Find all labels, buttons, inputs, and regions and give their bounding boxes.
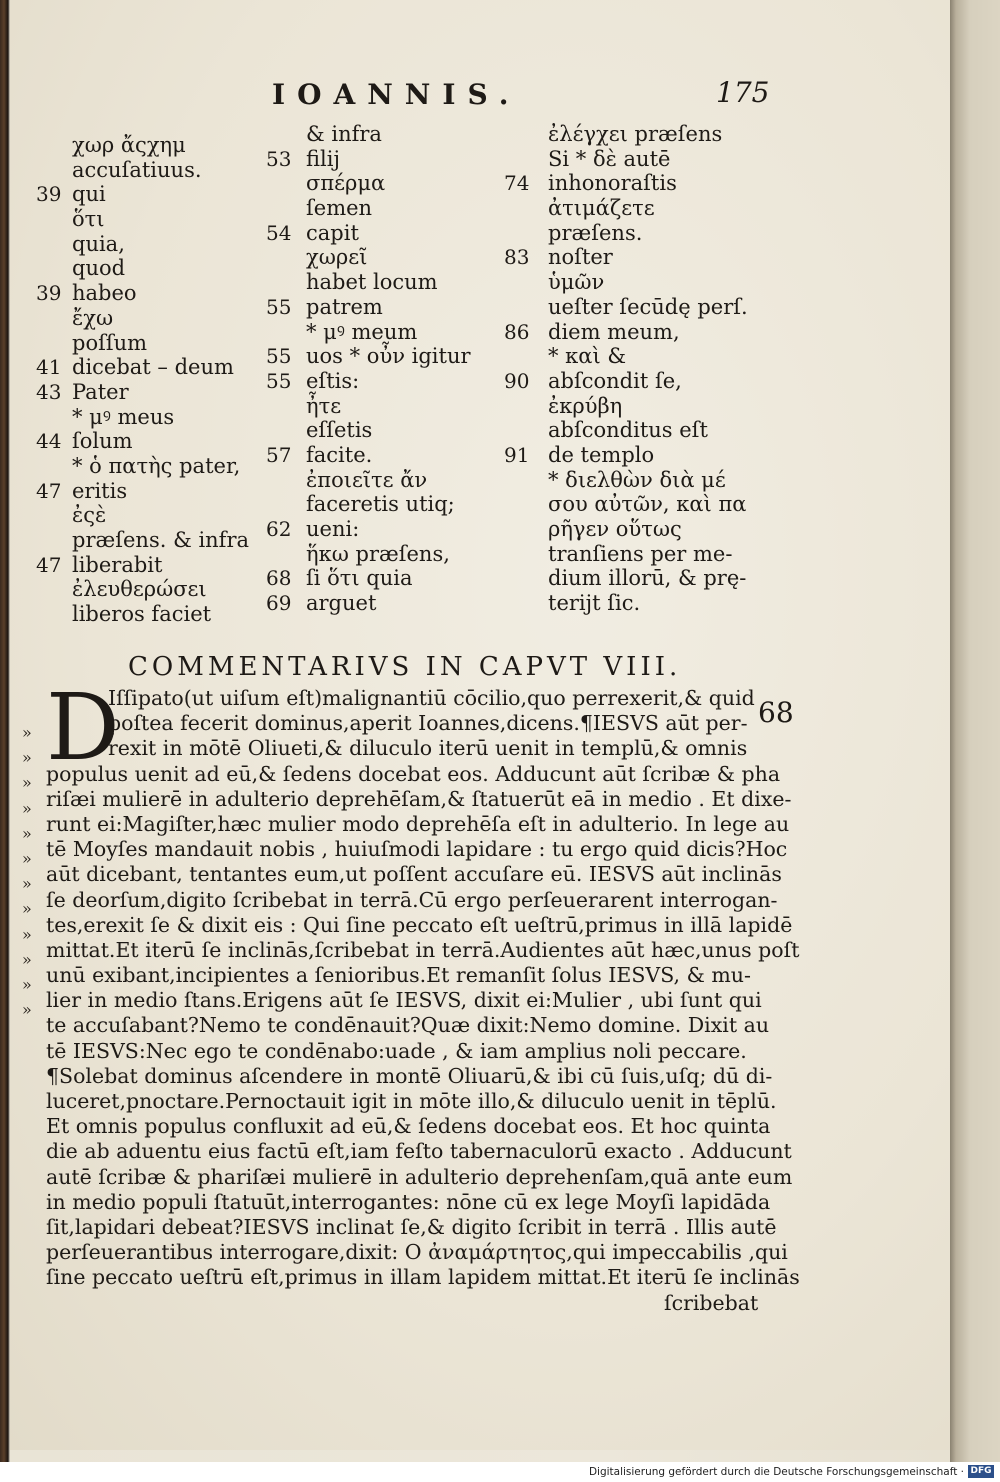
- commentary-line: ſe deorſum,digito ſcribebat in terrā.Cū ergo perſeuerarent interrogan-: [46, 887, 778, 912]
- commentary-line: rexit in mōtē Oliueti,& diluculo iterū uenit in templū,& omnis: [108, 736, 748, 761]
- glossary-text: capit: [306, 220, 359, 245]
- glossary-text: ἔχω: [72, 305, 114, 330]
- verse-number: 47: [36, 478, 62, 503]
- glossary-entry: [36, 182, 302, 207]
- verse-number: 43: [36, 379, 62, 404]
- glossary-entry: [504, 319, 778, 345]
- glossary-entry: [266, 220, 546, 246]
- glossary-text: χωρεῖ: [306, 245, 368, 270]
- verse-number: 83: [504, 245, 530, 270]
- glossary-text: dium illorū, & prę-: [548, 566, 747, 591]
- verse-number: 44: [36, 429, 62, 454]
- glossary-entry: [504, 245, 778, 270]
- glossary-entry: [504, 368, 778, 394]
- quote-mark: »: [22, 949, 32, 969]
- commentary-line: aūt dicebant, tentantes eum,ut poſſent accuſare eū. IESVS aūt inclinās: [46, 862, 782, 887]
- commentary-line: ſit,lapidari debeat?IESVS inclinat ſe,& digito ſcribit in terrā . Illis autē: [46, 1214, 777, 1239]
- glossary-text: ὑμῶν: [548, 270, 605, 295]
- glossary-text: ἥκω præſens,: [306, 541, 450, 566]
- glossary-text: liberabit: [72, 552, 163, 577]
- glossary-entry: [306, 418, 546, 443]
- quote-mark: »: [22, 1000, 32, 1020]
- glossary-text: * μꝰ meus: [72, 404, 175, 429]
- glossary-text: σου αὐτῶν, καὶ πα: [548, 492, 747, 517]
- glossary-entry: [548, 196, 778, 221]
- commentary-line: tē Moyſes mandauit nobis , huiuſmodi lapidare : tu ergo quid dicis?Hoc: [46, 837, 788, 862]
- glossary-text: * μꝰ meum: [306, 319, 418, 344]
- glossary-entry: [548, 591, 778, 616]
- commentary-line: runt ei:Magiſter,hæc mulier modo deprehēſa eſt in adulterio. In lege au: [46, 811, 790, 836]
- glossary-text: ἦτε: [306, 393, 342, 418]
- verse-number: 90: [504, 368, 530, 393]
- glossary-text: quia,: [72, 231, 125, 256]
- glossary-text: habet locum: [306, 270, 438, 295]
- verse-number: 47: [36, 552, 62, 577]
- quote-mark: »: [22, 748, 32, 768]
- commentary-line: lier in medio ſtans.Erigens aūt ſe IESVS, dixit ei:Mulier , ubi ſunt qui: [46, 988, 762, 1013]
- glossary-entry: [36, 478, 302, 504]
- glossary-text: eritis: [72, 478, 128, 503]
- commentary-line: Iſſipato(ut uiſum eſt)malignantiū cōcilio,quo perrexerit,& quid: [108, 686, 755, 710]
- glossary-text: noſter: [548, 245, 613, 270]
- quote-mark: »: [22, 823, 32, 843]
- glossary-text: liberos faciet: [72, 602, 212, 627]
- quote-mark: »: [22, 874, 32, 894]
- glossary-text: tranſiens per me-: [548, 541, 733, 566]
- glossary-text: de templo: [548, 442, 655, 467]
- commentary-line: die ab aduentu eius factū eſt,iam feſto tabernaculorū exacto . Adducunt: [46, 1139, 792, 1164]
- commentary-line: luceret,pnoctare.Pernoctauit igit in mōte illo,& diluculo uenit in tēplū.: [46, 1089, 777, 1113]
- verse-number: 57: [266, 442, 292, 467]
- glossary-text: qui: [72, 182, 106, 207]
- commentary-line: poſtea fecerit dominus,aperit Ioannes,dicens.¶IESVS aūt per-: [108, 711, 748, 736]
- quote-mark: »: [22, 899, 32, 919]
- glossary-entry: [548, 468, 778, 493]
- commentary-line: populus uenit ad eū,& ſedens docebat eos. Adducunt aūt ſcribæ & pha: [46, 761, 781, 786]
- drop-cap: D: [46, 674, 120, 781]
- glossary-text: præſens. & infra: [72, 528, 250, 552]
- quote-mark: »: [22, 798, 32, 818]
- glossary-text: habeo: [72, 281, 137, 306]
- glossary-text: ἐποιεῖτε ἄν: [306, 467, 428, 492]
- commentary-line: Et omnis populus confluxit ad eū,& ſedens docebat eos. Et hoc quinta: [46, 1114, 771, 1139]
- glossary-entry: [266, 566, 546, 591]
- glossary-text: ὅτι: [72, 207, 105, 232]
- glossary-text: ἀτιμάζετε: [548, 196, 655, 221]
- running-title: IOANNIS.: [272, 78, 521, 111]
- glossary-text: eſtis:: [306, 368, 360, 393]
- dfg-logo: DFG: [968, 1465, 994, 1478]
- glossary-text: ſemen: [306, 196, 373, 221]
- commentary-line: autē ſcribæ & phariſæi mulierē in adulterio deprehenſam,quā ante eum: [46, 1164, 793, 1189]
- verse-number: 69: [266, 591, 292, 616]
- commentary-line: ¶Solebat dominus aſcendere in montē Oliuarū,& ibi cū ſuis,uſq; dū di-: [46, 1063, 773, 1088]
- commentary-line: perſeuerantibus interrogare,dixit: O ἀναμάρτητος,qui impeccabilis ,qui: [46, 1240, 788, 1265]
- glossary-text: quod: [72, 256, 126, 281]
- margin-number: 68: [758, 696, 794, 729]
- glossary-text: ἐκρύβη: [548, 393, 623, 418]
- glossary-text: præſens.: [548, 220, 643, 245]
- glossary-entry: [306, 542, 546, 567]
- quote-mark: »: [22, 924, 32, 944]
- verse-number: 54: [266, 220, 292, 245]
- verse-number: 68: [266, 566, 292, 591]
- verse-number: 74: [504, 171, 530, 196]
- commentary-title: COMMENTARIVS IN CAPVT VIII.: [128, 652, 682, 682]
- glossary-entry: [266, 146, 546, 172]
- commentary-line: ſine peccato ueſtrū eſt,primus in illam lapidem mittat.Et iterū ſe inclinās: [46, 1265, 800, 1290]
- glossary-entry: [266, 294, 546, 320]
- verse-number: 39: [36, 281, 62, 306]
- commentary-line: tē IESVS:Nec ego te condēnabo:uade , & iam amplius noli peccare.: [46, 1038, 747, 1063]
- glossary-entry: [504, 442, 778, 468]
- glossary-entry: [266, 344, 546, 369]
- quote-mark: »: [22, 773, 32, 793]
- glossary-text: abſcondit ſe,: [548, 368, 682, 393]
- commentary-line: in medio populi ſtatuūt,interrogantes: nōne cū ex lege Moyſi lapidāda: [46, 1189, 771, 1214]
- glossary-text: * καὶ &: [548, 344, 627, 369]
- glossary-text: χωρ ἄςχημ: [72, 133, 186, 157]
- glossary-entry: [72, 405, 302, 430]
- glossary-text: Si * δὲ autē: [548, 146, 671, 171]
- page-number: 175: [716, 76, 770, 109]
- commentary-body: [46, 686, 800, 1316]
- verse-number: 91: [504, 442, 530, 467]
- glossary-entry: [306, 196, 546, 221]
- glossary-entry: [548, 542, 778, 567]
- glossary-entry: [548, 344, 778, 369]
- glossary-text: dicebat – deum: [72, 355, 234, 380]
- glossary-entry: [548, 295, 778, 320]
- glossary-entry: [548, 122, 778, 147]
- glossary-text: facite.: [306, 442, 373, 467]
- glossary-entry: [548, 492, 778, 517]
- glossary-text: ἐςὲ: [72, 503, 107, 528]
- glossary-text: faceretis utiq;: [306, 492, 455, 517]
- verse-number: 55: [266, 294, 292, 319]
- glossary-text: & infra: [306, 122, 382, 146]
- glossary-entry: [72, 256, 302, 281]
- commentary-line: riſæi mulierē in adulterio deprehēſam,& ſtatuerūt eā in medio . Et dixe-: [46, 786, 792, 811]
- glossary-text: ueſter ſecūdę perſ.: [548, 294, 748, 319]
- verse-number: 55: [266, 344, 292, 369]
- glossary-entry: [548, 566, 778, 591]
- verse-number: 62: [266, 517, 292, 541]
- glossary-text: ſolum: [72, 429, 133, 454]
- glossary-text: poſſum: [72, 330, 148, 355]
- verse-number: 53: [266, 146, 292, 171]
- glossary-text: ἐλευθερώσει: [72, 577, 207, 602]
- catchword: ſcribebat: [664, 1290, 759, 1315]
- glossary-text: eſſetis: [306, 418, 373, 443]
- glossary-entry: [548, 147, 778, 172]
- glossary-text: * ὁ πατὴς pater,: [72, 453, 241, 478]
- glossary-text: ἐλέγχει præſens: [548, 122, 723, 146]
- glossary-text: abſconditus eſt: [548, 418, 708, 443]
- glossary-text: arguet: [306, 591, 377, 616]
- glossary-entry: [306, 270, 546, 295]
- glossary-entry: [306, 394, 546, 419]
- glossary-text: inhonoraſtis: [548, 171, 677, 196]
- commentary-line: tes,erexit ſe & dixit eis : Qui ſine peccato eſt ueſtrū,primus in illā lapidē: [46, 912, 793, 937]
- glossary-text: ρῆγεν οὕτως: [548, 517, 682, 541]
- glossary-text: patrem: [306, 294, 383, 319]
- glossary-entry: [306, 122, 546, 147]
- quote-mark: »: [22, 975, 32, 995]
- glossary-entry: [548, 517, 778, 542]
- glossary-text: terijt ſic.: [548, 591, 641, 616]
- verse-number: 39: [36, 182, 62, 207]
- page-edge: [950, 0, 1000, 1462]
- glossary-text: ueni:: [306, 517, 360, 541]
- commentary-line: unū exibant,incipientes a ſenioribus.Et remanſit ſolus IESVS, & mu-: [46, 963, 751, 988]
- glossary-text: σπέρμα: [306, 171, 386, 196]
- glossary-entry: [548, 270, 778, 295]
- glossary-entry: [306, 492, 546, 517]
- glossary-entry: [266, 517, 546, 542]
- commentary-line: mittat.Et iterū ſe inclinās,ſcribebat in terrā.Audientes aūt hæc,unus poſt: [46, 937, 800, 962]
- glossary-text: filij: [306, 146, 340, 171]
- glossary-entry: [548, 221, 778, 246]
- commentary-line: te accuſabant?Nemo te condēnauit?Quæ dixit:Nemo domine. Dixit au: [46, 1013, 770, 1038]
- glossary-text: diem meum,: [548, 319, 680, 344]
- glossary-entry: [306, 468, 546, 493]
- glossary-entry: [504, 171, 778, 196]
- footer-credit: Digitalisierung gefördert durch die Deutsche Forschungsgemeinschaft ·: [588, 1466, 964, 1478]
- footer-bar: [0, 1462, 1000, 1482]
- quote-mark: »: [22, 723, 32, 742]
- glossary-column-right: [504, 122, 778, 616]
- glossary-text: ſi ὅτι quia: [306, 566, 413, 591]
- glossary-entry: [548, 418, 778, 443]
- verse-number: 86: [504, 319, 530, 344]
- verse-number: 55: [266, 368, 292, 393]
- quote-mark: »: [22, 849, 32, 869]
- marginal-quote-marks: [22, 720, 44, 1022]
- glossary-text: uos * οὖν igitur: [306, 344, 471, 369]
- glossary-entry: [266, 591, 546, 616]
- glossary-text: Pater: [72, 379, 129, 404]
- verse-number: 41: [36, 355, 62, 380]
- book-page: [10, 0, 951, 1450]
- glossary-text: accuſatiuus.: [72, 157, 202, 182]
- glossary-entry: [548, 394, 778, 419]
- glossary-text: * διελθὼν διὰ μέ: [548, 467, 726, 492]
